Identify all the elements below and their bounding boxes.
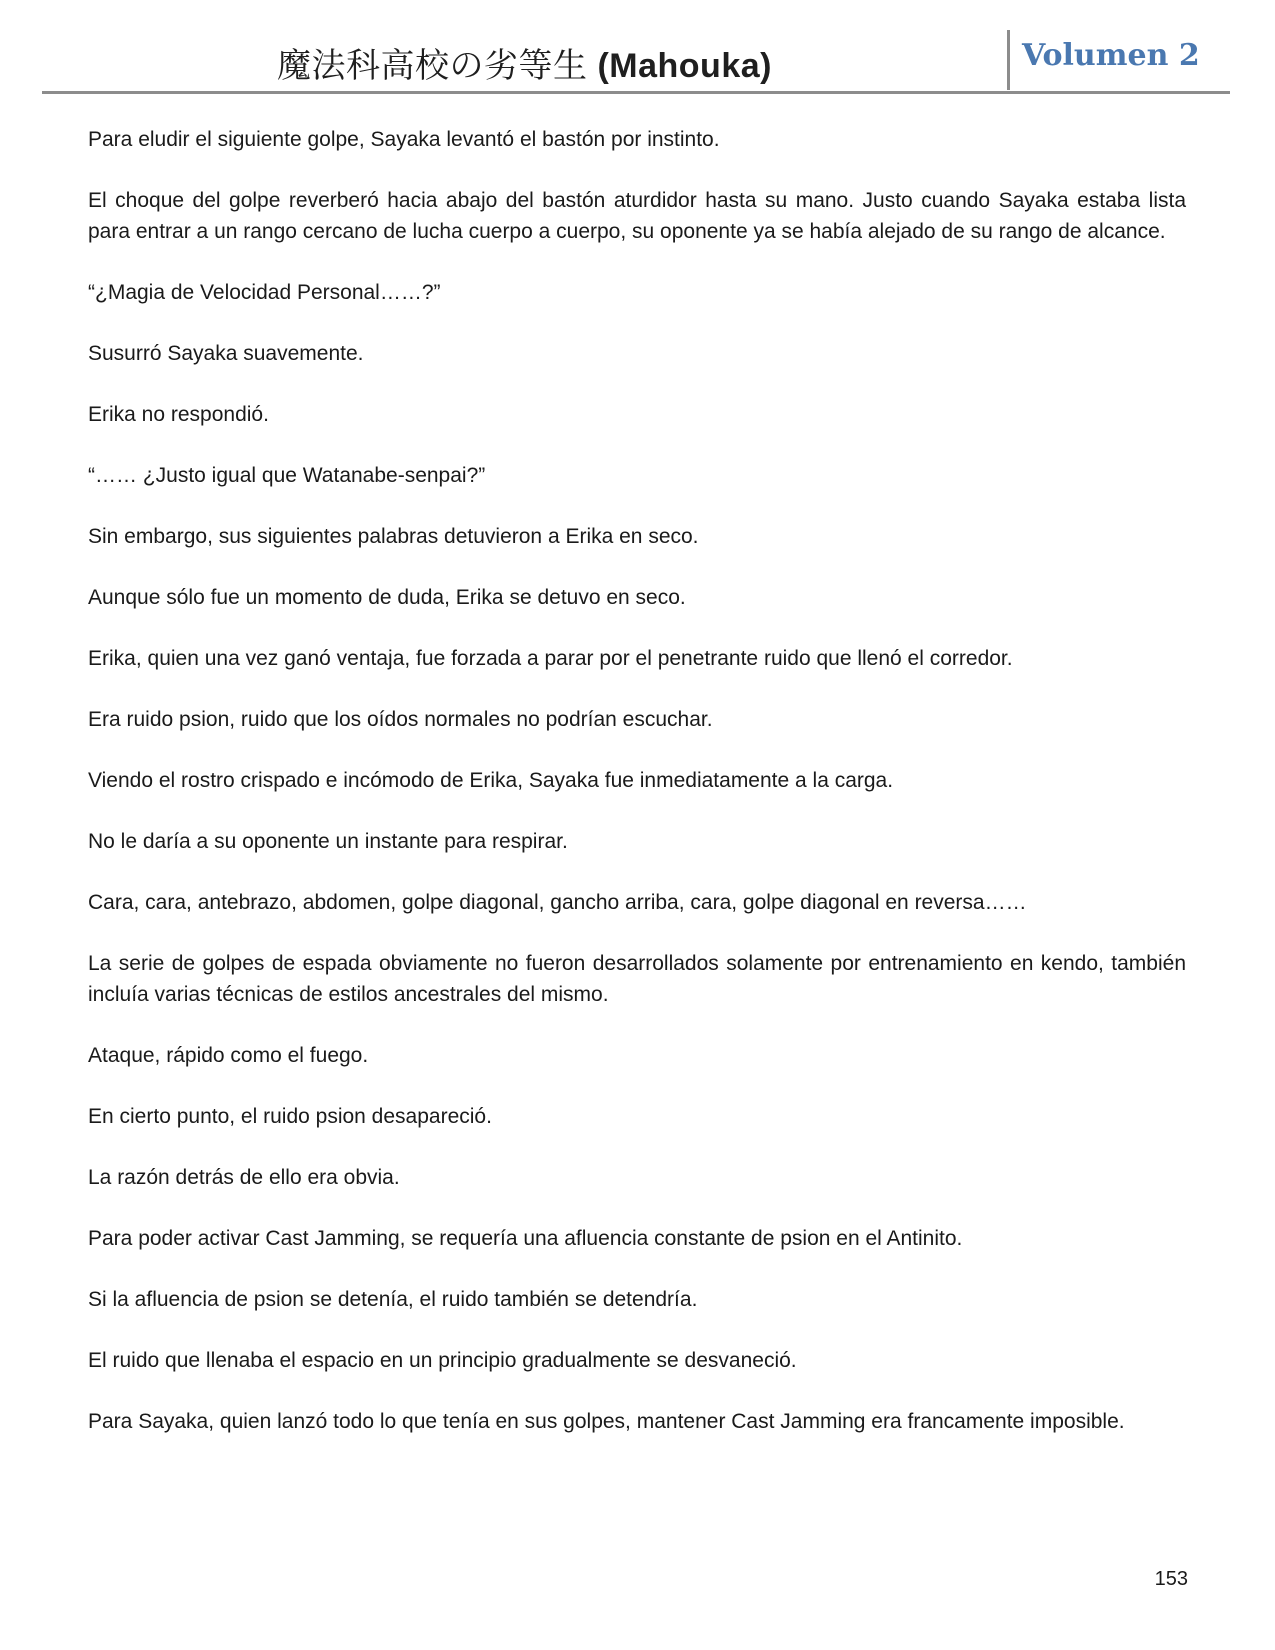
paragraph: Sin embargo, sus siguientes palabras detuvieron a Erika en seco.: [88, 525, 699, 548]
book-title-latin: (Mahouka): [597, 47, 772, 85]
paragraph: Era ruido psion, ruido que los oídos normales no podrían escuchar.: [88, 708, 713, 731]
page-body: [88, 124, 1186, 1467]
paragraph: No le daría a su oponente un instante para respirar.: [88, 830, 568, 853]
book-title: [42, 38, 1007, 87]
paragraph: Para poder activar Cast Jamming, se requería una afluencia constante de psion en el Antinito.: [88, 1227, 963, 1250]
page-header: [42, 28, 1230, 92]
paragraph: Ataque, rápido como el fuego.: [88, 1044, 369, 1067]
paragraph: Para eludir el siguiente golpe, Sayaka levantó el bastón por instinto.: [88, 128, 720, 151]
paragraph: Erika, quien una vez ganó ventaja, fue forzada a parar por el penetrante ruido que llenó el corredor.: [88, 647, 1013, 670]
book-title-japanese: 魔法科高校の劣等生: [277, 47, 588, 85]
paragraph: “…… ¿Justo igual que Watanabe-senpai?”: [88, 464, 486, 487]
paragraph: Aunque sólo fue un momento de duda, Erika se detuvo en seco.: [88, 586, 686, 609]
volume-label: Volumen 2: [1022, 38, 1200, 73]
paragraph: Si la afluencia de psion se detenía, el ruido también se detendría.: [88, 1288, 698, 1311]
paragraph: La serie de golpes de espada obviamente no fueron desarrollados solamente por entrenamiento en kendo, también incluía varias técnicas de estilos ancestrales del mismo.: [88, 952, 1186, 1006]
paragraph: Susurró Sayaka suavemente.: [88, 342, 364, 365]
paragraph: La razón detrás de ello era obvia.: [88, 1166, 400, 1189]
header-vertical-divider: [1007, 30, 1010, 90]
paragraph: Cara, cara, antebrazo, abdomen, golpe diagonal, gancho arriba, cara, golpe diagonal en reversa……: [88, 891, 1027, 914]
page-number: 153: [1154, 1568, 1188, 1590]
header-rule: [42, 91, 1230, 94]
paragraph: Para Sayaka, quien lanzó todo lo que tenía en sus golpes, mantener Cast Jamming era francamente imposible.: [88, 1410, 1125, 1433]
paragraph: El choque del golpe reverberó hacia abajo del bastón aturdidor hasta su mano. Justo cuando Sayaka estaba lista para entrar a un rango cercano de lucha cuerpo a cuerpo, su oponente ya se había alejado de su rango de alcance.: [88, 189, 1186, 243]
paragraph: En cierto punto, el ruido psion desapareció.: [88, 1105, 492, 1128]
paragraph: El ruido que llenaba el espacio en un principio gradualmente se desvaneció.: [88, 1349, 797, 1372]
paragraph: Erika no respondió.: [88, 403, 269, 426]
paragraph: Viendo el rostro crispado e incómodo de Erika, Sayaka fue inmediatamente a la carga.: [88, 769, 894, 792]
paragraph: “¿Magia de Velocidad Personal……?”: [88, 281, 441, 304]
